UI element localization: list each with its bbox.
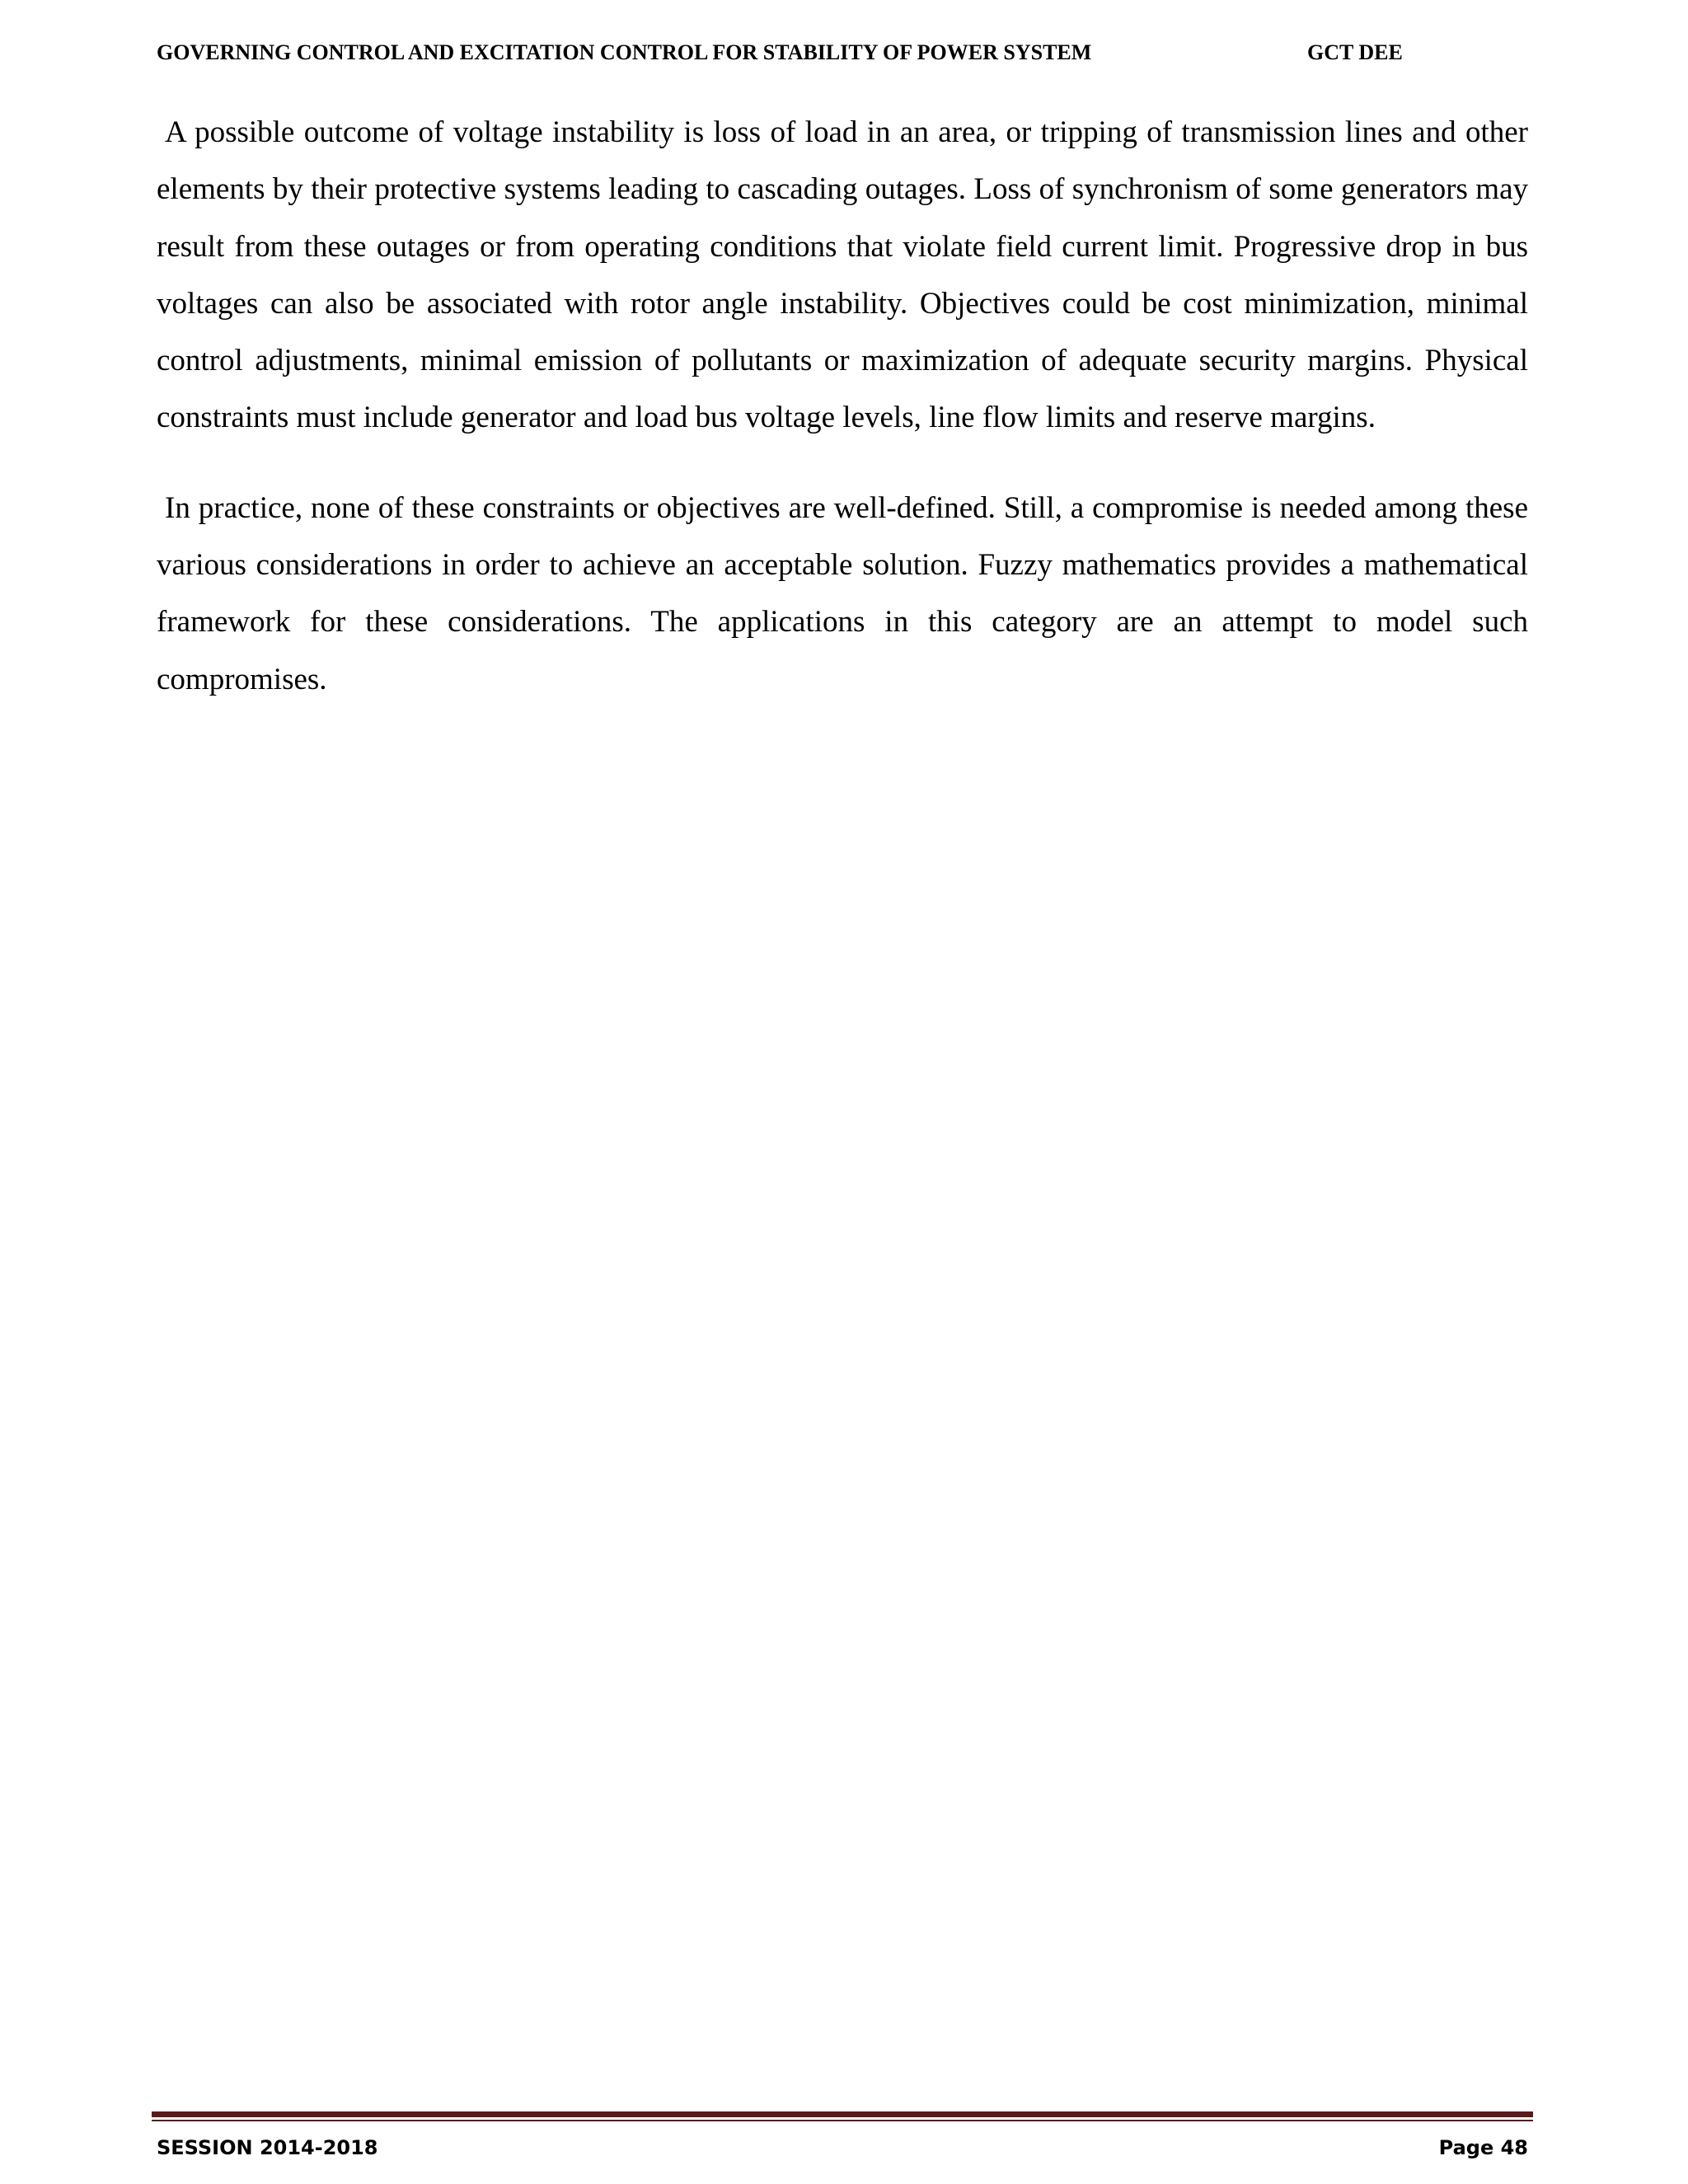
header-title: GOVERNING CONTROL AND EXCITATION CONTROL FOR STABILITY OF POWER SYSTEM — [157, 40, 1092, 64]
page-footer — [157, 2133, 1528, 2163]
footer-divider — [152, 2111, 1533, 2121]
body-paragraph: A possible outcome of voltage instability is loss of load in an area, or tripping of transmission lines and other elements by their protective systems leading to cascading outages. Loss of synchronism of some generators may result from these outages or from operating conditions that violate field current limit. Progressive drop in bus voltages can also be associated with rotor angle instability. Objectives could be cost minimization, minimal control adjustments, minimal emission of pollutants or maximization of adequate security margins. Physical constraints must include generator and load bus voltage levels, line flow limits and reserve margins. — [157, 115, 1528, 435]
body-paragraph: In practice, none of these constraints or objectives are well-defined. Still, a compromise is needed among these various considerations in order to achieve an acceptable solution. Fuzzy mathematics provides a mathematical framework for these considerations. The applications in this category are an attempt to model such compromises. — [157, 490, 1528, 696]
header-department: GCT DEE — [1307, 40, 1403, 64]
document-body — [157, 104, 1528, 708]
footer-session: SESSION 2014-2018 — [157, 2136, 378, 2159]
page-number: Page 48 — [1438, 2136, 1528, 2159]
page-header — [157, 38, 1409, 68]
